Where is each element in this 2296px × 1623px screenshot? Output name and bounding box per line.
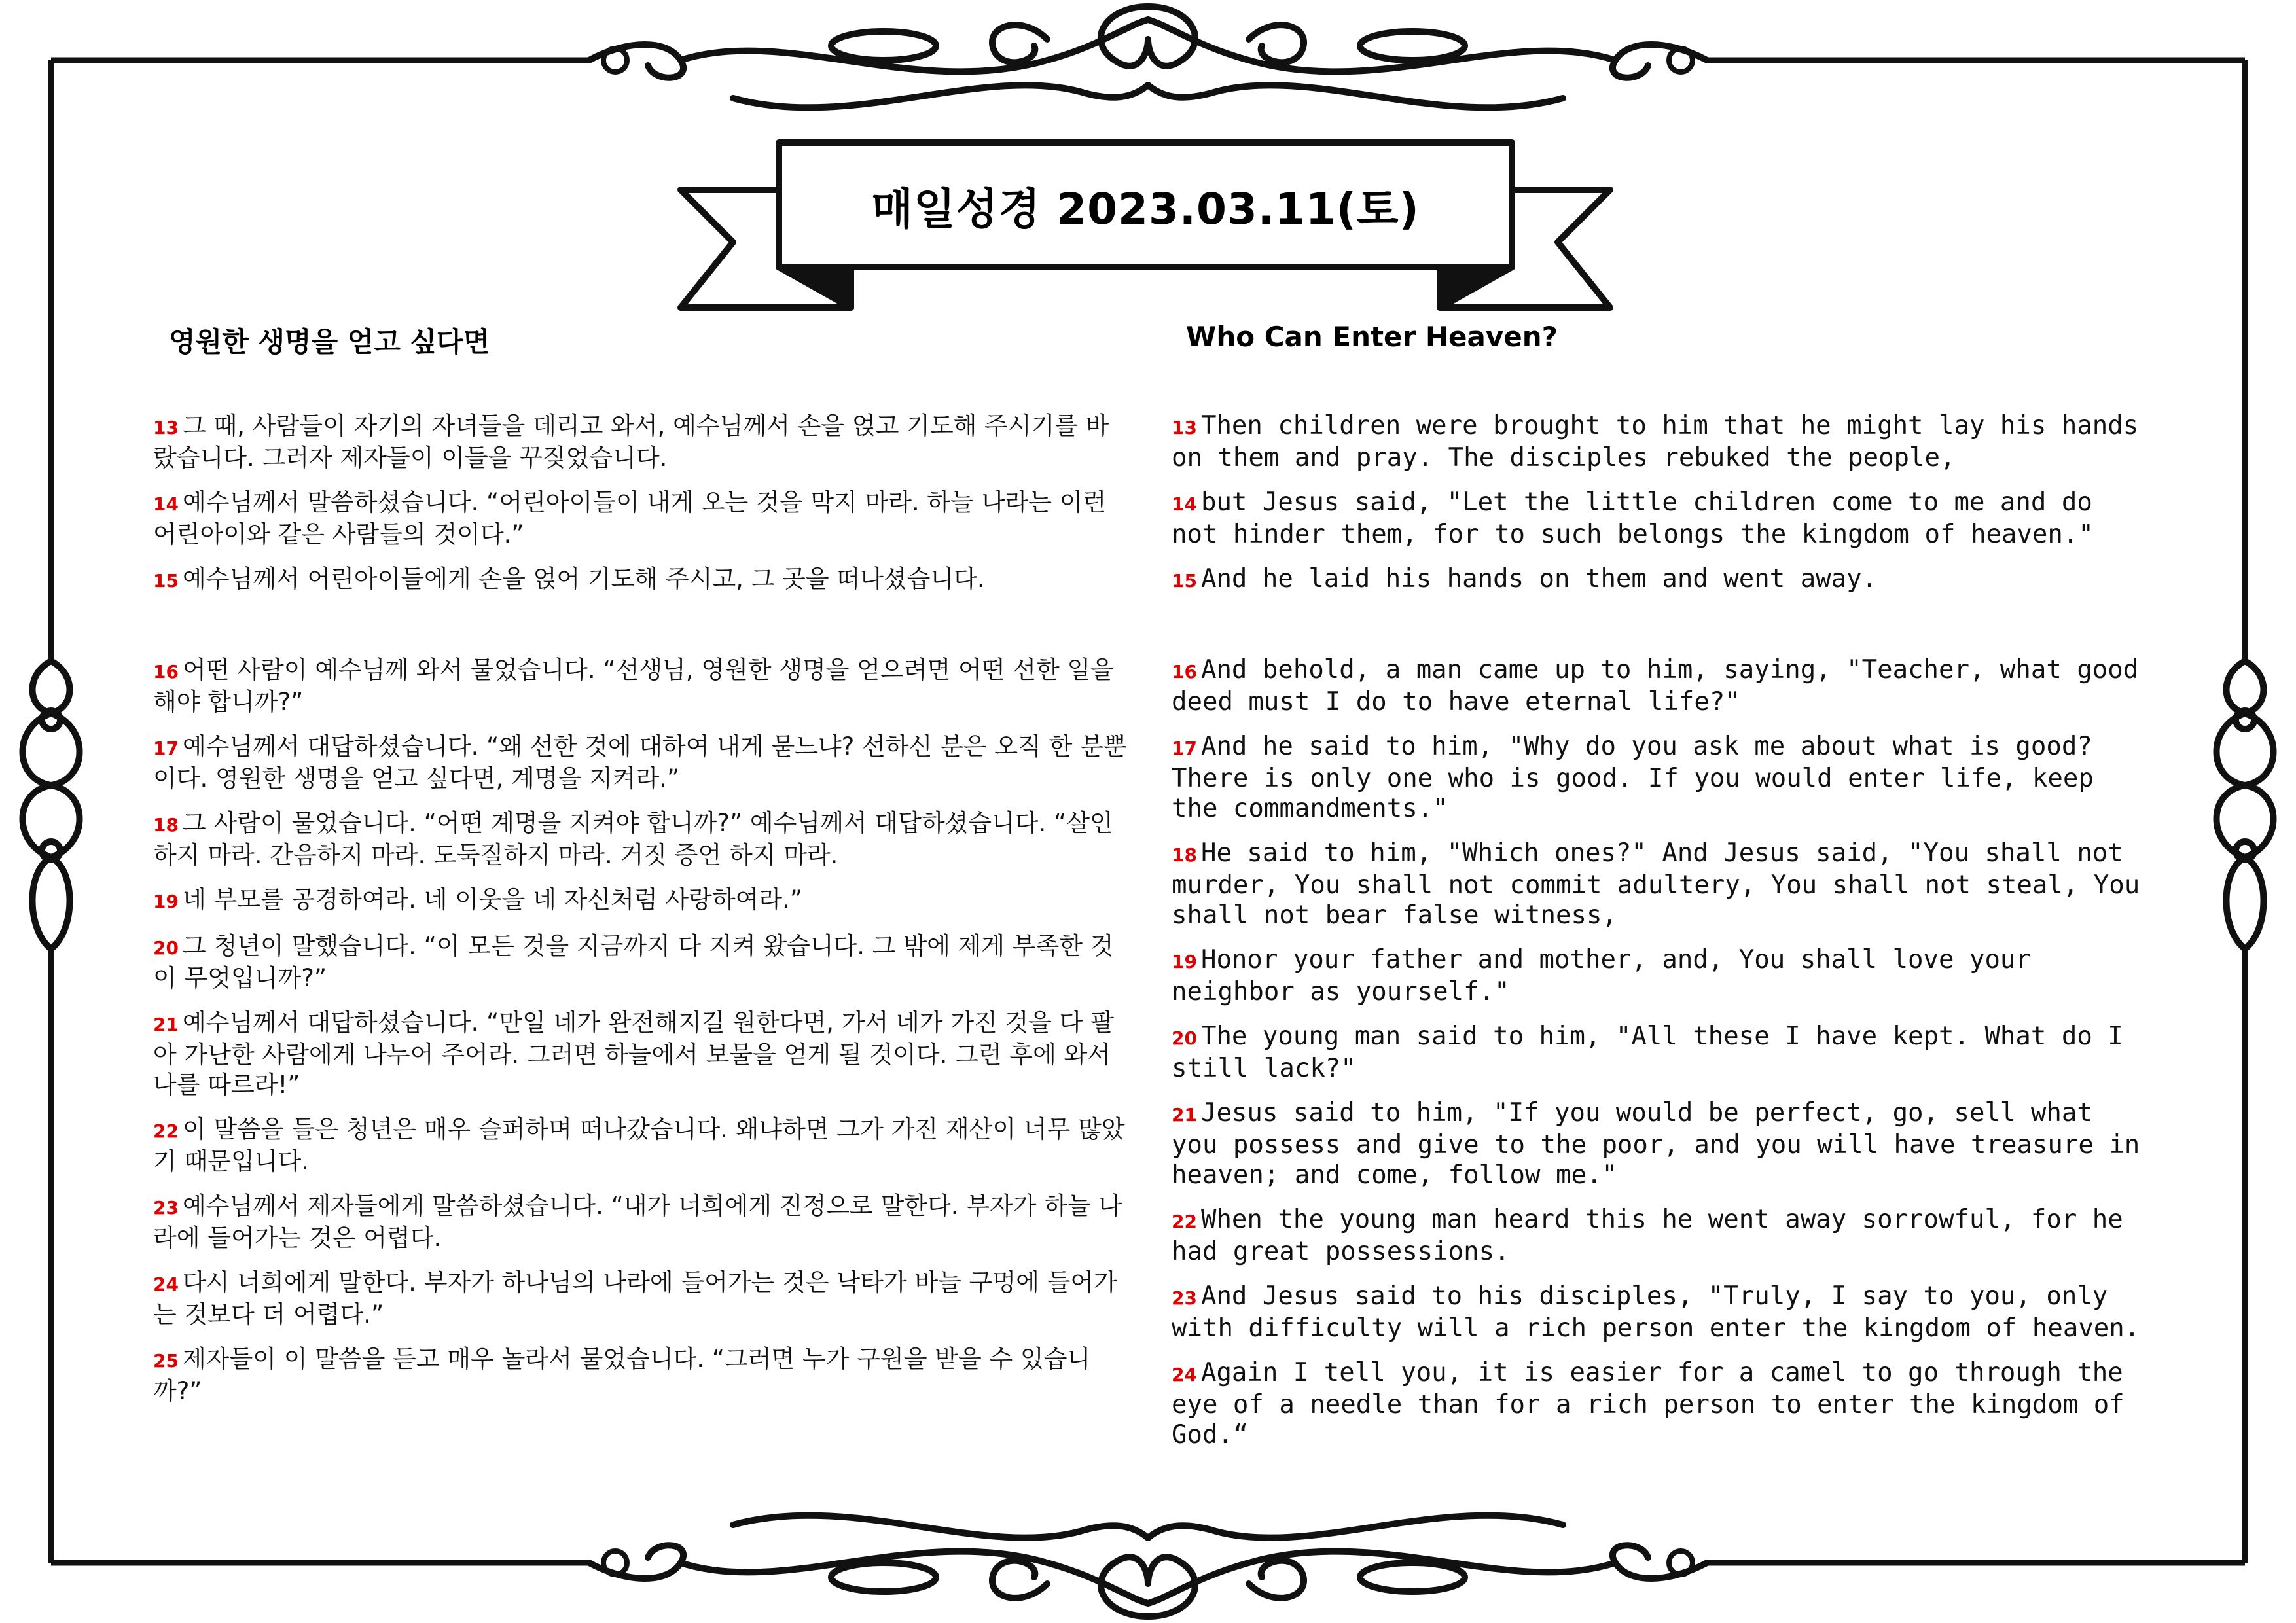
verse-text: The young man said to him, "All these I have kept. What do I still lack?" bbox=[1172, 1022, 2123, 1083]
korean-verse-20 bbox=[153, 931, 1128, 993]
korean-verse-18 bbox=[153, 808, 1128, 870]
english-verse-21 bbox=[1172, 1098, 2153, 1190]
verse-number: 15 bbox=[1172, 570, 1197, 592]
left-ornament-icon bbox=[23, 661, 80, 949]
verse-text: 이 말씀을 들은 청년은 매우 슬퍼하며 떠나갔습니다. 왜냐하면 그가 가진 재산이 너무 많았기 때문입니다. bbox=[153, 1115, 1125, 1175]
english-verse-16 bbox=[1172, 655, 2153, 717]
verse-number: 18 bbox=[153, 814, 179, 836]
verse-number: 25 bbox=[153, 1350, 179, 1372]
korean-verse-24 bbox=[153, 1268, 1128, 1330]
verse-text: 그 청년이 말했습니다. “이 모든 것을 지금까지 다 지켜 왔습니다. 그 밖에 제게 부족한 것이 무엇입니까?” bbox=[153, 932, 1114, 992]
verse-number: 24 bbox=[1172, 1364, 1197, 1385]
verse-text: 제자들이 이 말씀을 듣고 매우 놀라서 물었습니다. “그러면 누가 구원을 받을 수 있습니까?” bbox=[153, 1345, 1091, 1405]
english-verse-13 bbox=[1172, 411, 2153, 473]
verse-text: 예수님께서 어린아이들에게 손을 얹어 기도해 주시고, 그 곳을 떠나셨습니다. bbox=[182, 565, 985, 593]
top-ornament-icon bbox=[589, 7, 1707, 107]
korean-text-column bbox=[153, 411, 1128, 1421]
verse-text: Honor your father and mother, and, You shall love your neighbor as yourself." bbox=[1172, 945, 2031, 1007]
english-verse-15 bbox=[1172, 564, 2153, 596]
korean-verse-13 bbox=[153, 411, 1128, 473]
verse-text: 네 부모를 공경하여라. 네 이웃을 네 자신처럼 사랑하여라.” bbox=[182, 885, 803, 914]
verse-number: 13 bbox=[153, 417, 179, 438]
english-section-title: Who Can Enter Heaven? bbox=[1186, 321, 1558, 353]
verse-number: 22 bbox=[1172, 1211, 1197, 1232]
english-verse-19 bbox=[1172, 945, 2153, 1007]
english-verse-24 bbox=[1172, 1358, 2153, 1450]
english-verse-17 bbox=[1172, 732, 2153, 824]
verse-text: 예수님께서 대답하셨습니다. “만일 네가 완전해지길 원한다면, 가서 네가 가진 것을 다 팔아 가난한 사람에게 나누어 주어라. 그러면 하늘에서 보물을 얻게 될 것이다. 그런 후에 와서 나를 따르라!” bbox=[153, 1008, 1115, 1099]
verse-number: 13 bbox=[1172, 417, 1197, 438]
verse-text: Then children were brought to him that he might lay his hands on them and pray. The disciples rebuked the people, bbox=[1172, 411, 2139, 473]
verse-number: 17 bbox=[1172, 738, 1197, 759]
verse-text: When the young man heard this he went away sorrowful, for he had great possessions. bbox=[1172, 1205, 2123, 1266]
verse-text: And Jesus said to his disciples, "Truly, I say to you, only with difficulty will a rich person enter the kingdom of heaven. bbox=[1172, 1281, 2140, 1343]
korean-verse-16 bbox=[153, 655, 1128, 717]
verse-number: 21 bbox=[153, 1014, 179, 1035]
verse-text: Again I tell you, it is easier for a camel to go through the eye of a needle than for a rich person to enter the kingdom of God.“ bbox=[1172, 1358, 2125, 1450]
korean-verse-19 bbox=[153, 885, 1128, 917]
verse-number: 23 bbox=[153, 1197, 179, 1219]
verse-text: And he laid his hands on them and went away. bbox=[1200, 564, 1878, 594]
verse-number: 20 bbox=[1172, 1027, 1197, 1049]
english-verse-22 bbox=[1172, 1205, 2153, 1267]
bottom-ornament-icon bbox=[589, 1516, 1707, 1616]
page-title: 매일성경 2023.03.11(토) bbox=[871, 183, 1420, 234]
verse-number: 23 bbox=[1172, 1287, 1197, 1309]
verse-number: 16 bbox=[1172, 661, 1197, 683]
verse-text: And behold, a man came up to him, saying, "Teacher, what good deed must I do to have eternal life?" bbox=[1172, 655, 2139, 717]
verse-text: 어떤 사람이 예수님께 와서 물었습니다. “선생님, 영원한 생명을 얻으려면 어떤 선한 일을 해야 합니까?” bbox=[153, 656, 1115, 716]
verse-text: 그 때, 사람들이 자기의 자녀들을 데리고 와서, 예수님께서 손을 얹고 기도해 주시기를 바랐습니다. 그러자 제자들이 이들을 꾸짖었습니다. bbox=[153, 412, 1109, 472]
verse-number: 19 bbox=[1172, 951, 1197, 972]
right-ornament-icon bbox=[2217, 661, 2274, 949]
english-verse-14 bbox=[1172, 488, 2153, 550]
verse-text: but Jesus said, "Let the little children come to me and do not hinder them, for to such belongs the kingdom of heaven." bbox=[1172, 488, 2094, 549]
korean-section-title: 영원한 생명을 얻고 싶다면 bbox=[169, 326, 490, 358]
verse-number: 18 bbox=[1172, 844, 1197, 866]
verse-number: 14 bbox=[153, 493, 179, 515]
verse-text: He said to him, "Which ones?" And Jesus said, "You shall not murder, You shall not commit adultery, You shall not steal, You shall not bear false witness, bbox=[1172, 838, 2140, 930]
korean-verse-23 bbox=[153, 1191, 1128, 1253]
verse-text: And he said to him, "Why do you ask me about what is good? There is only one who is good. If you would enter life, keep the commandments." bbox=[1172, 732, 2094, 823]
korean-verse-14 bbox=[153, 488, 1128, 550]
korean-verse-15 bbox=[153, 564, 1128, 596]
verse-number: 22 bbox=[153, 1120, 179, 1142]
english-text-column bbox=[1172, 411, 2153, 1465]
verse-text: Jesus said to him, "If you would be perfect, go, sell what you possess and give to the poor, and you will have treasure in heaven; and come, follow me." bbox=[1172, 1098, 2140, 1190]
verse-text: 예수님께서 대답하셨습니다. “왜 선한 것에 대하여 내게 묻느냐? 선하신 분은 오직 한 분뿐이다. 영원한 생명을 얻고 싶다면, 계명을 지켜라.” bbox=[153, 732, 1127, 793]
verse-number: 21 bbox=[1172, 1104, 1197, 1126]
verse-number: 20 bbox=[153, 937, 179, 959]
verse-number: 24 bbox=[153, 1274, 179, 1295]
verse-number: 19 bbox=[153, 891, 179, 912]
verse-text: 예수님께서 제자들에게 말씀하셨습니다. “내가 너희에게 진정으로 말한다. 부자가 하늘 나라에 들어가는 것은 어렵다. bbox=[153, 1192, 1122, 1252]
korean-verse-22 bbox=[153, 1115, 1128, 1177]
english-verse-23 bbox=[1172, 1281, 2153, 1344]
korean-verse-21 bbox=[153, 1008, 1128, 1100]
korean-verse-25 bbox=[153, 1344, 1128, 1406]
korean-verse-17 bbox=[153, 732, 1128, 794]
english-verse-18 bbox=[1172, 838, 2153, 931]
verse-number: 15 bbox=[153, 570, 179, 592]
verse-number: 14 bbox=[1172, 493, 1197, 515]
english-verse-20 bbox=[1172, 1022, 2153, 1084]
verse-number: 17 bbox=[153, 738, 179, 759]
verse-text: 그 사람이 물었습니다. “어떤 계명을 지켜야 합니까?” 예수님께서 대답하셨습니다. “살인하지 마라. 간음하지 마라. 도둑질하지 마라. 거짓 증언 하지 마라. bbox=[153, 809, 1113, 869]
verse-text: 다시 너희에게 말한다. 부자가 하나님의 나라에 들어가는 것은 낙타가 바늘 구멍에 들어가는 것보다 더 어렵다.” bbox=[153, 1268, 1117, 1329]
verse-text: 예수님께서 말씀하셨습니다. “어린아이들이 내게 오는 것을 막지 마라. 하늘 나라는 이런 어린아이와 같은 사람들의 것이다.” bbox=[153, 488, 1107, 548]
verse-number: 16 bbox=[153, 661, 179, 683]
